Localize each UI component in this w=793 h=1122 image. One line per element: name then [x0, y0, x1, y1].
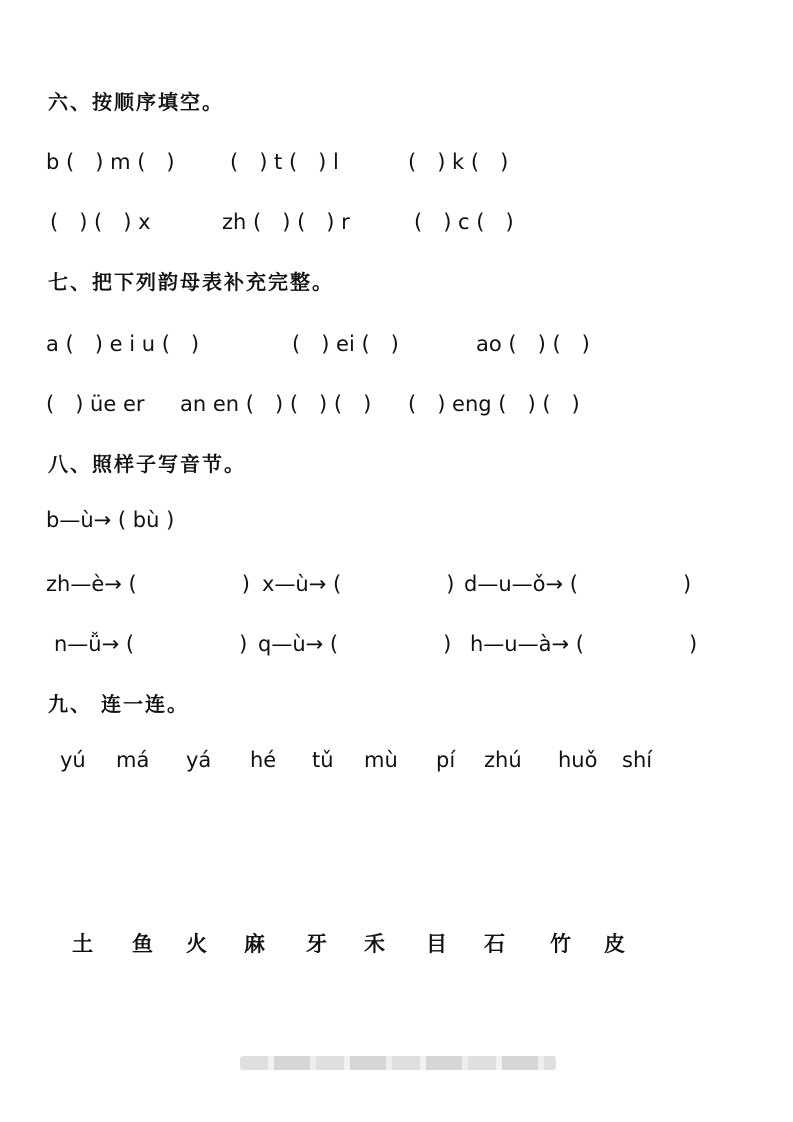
pinyin-word: zhú [484, 748, 522, 772]
syllable-blank: d—u—ǒ→ ( ) [464, 572, 692, 596]
section-8-heading: 八、照样子写音节。 [48, 452, 246, 476]
syllable-example: b—ù→ ( bù ) [46, 508, 175, 532]
hanzi-character: 石 [484, 931, 505, 956]
hanzi-character: 土 [72, 931, 93, 956]
pinyin-word: hé [250, 748, 277, 772]
hanzi-character: 竹 [550, 931, 571, 956]
fill-blank-group: a ( ) e i u ( ) [46, 332, 200, 356]
syllable-blank: zh—è→ ( ) [46, 572, 250, 596]
pinyin-word: yá [186, 748, 212, 772]
section-6-heading: 六、按顺序填空。 [48, 90, 224, 114]
hanzi-character: 牙 [306, 931, 327, 956]
pinyin-word: huǒ [558, 748, 598, 772]
hanzi-character: 麻 [244, 931, 265, 956]
hanzi-character: 鱼 [132, 931, 153, 956]
blurred-watermark [240, 1056, 556, 1070]
fill-blank-group: ( ) üe er [46, 392, 145, 416]
pinyin-word: yú [60, 748, 86, 772]
syllable-blank: q—ù→ ( ) [258, 632, 452, 656]
pinyin-word: tǔ [312, 748, 334, 772]
fill-blank-group: ( ) t ( ) l [230, 150, 339, 174]
fill-blank-group: ( ) eng ( ) ( ) [408, 392, 580, 416]
fill-blank-group: an en ( ) ( ) ( ) [180, 392, 372, 416]
syllable-blank: n—ǚ→ ( ) [54, 632, 248, 656]
hanzi-character: 皮 [604, 931, 625, 956]
section-7-heading: 七、把下列韵母表补充完整。 [48, 270, 334, 294]
hanzi-character: 火 [186, 931, 207, 956]
hanzi-character: 禾 [364, 931, 385, 956]
fill-blank-group: ( ) ( ) x [50, 210, 151, 234]
fill-blank-group: b ( ) m ( ) [46, 150, 175, 174]
syllable-blank: x—ù→ ( ) [262, 572, 455, 596]
fill-blank-group: ( ) ei ( ) [292, 332, 399, 356]
fill-blank-group: ( ) c ( ) [414, 210, 514, 234]
pinyin-word: shí [622, 748, 653, 772]
pinyin-word: pí [436, 748, 456, 772]
fill-blank-group: ao ( ) ( ) [476, 332, 590, 356]
syllable-blank: h—u—à→ ( ) [470, 632, 698, 656]
pinyin-word: mù [364, 748, 398, 772]
fill-blank-group: ( ) k ( ) [408, 150, 509, 174]
hanzi-character: 目 [426, 931, 447, 956]
fill-blank-group: zh ( ) ( ) r [222, 210, 350, 234]
pinyin-word: má [116, 748, 150, 772]
section-9-heading: 九、 连一连。 [48, 692, 189, 716]
